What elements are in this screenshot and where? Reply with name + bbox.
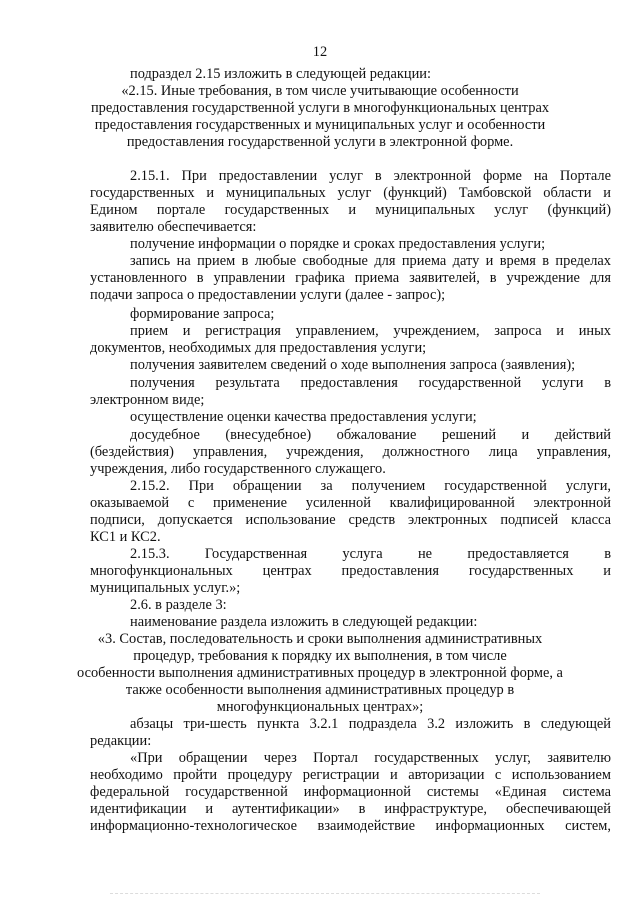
text-line: федеральной государственной информационной системы «Единая система xyxy=(90,784,611,800)
text-line: КС1 и КС2. xyxy=(90,529,161,545)
text-line: идентификации и аутентификации» в инфраструктуре, обеспечивающей xyxy=(90,801,611,817)
text-line: необходимо пройти процедуру регистрации и авторизации с использованием xyxy=(90,767,611,783)
text-line: подачи запроса о предоставлении услуги (далее - запрос); xyxy=(90,287,446,303)
text-line: муниципальных услуг.»; xyxy=(90,580,241,596)
text-line: предоставления государственной услуги в электронной форме. xyxy=(126,134,514,150)
scan-artifact xyxy=(110,893,540,897)
text-line: Едином портале государственных и муниципальных услуг (функций) xyxy=(90,202,611,218)
text-line: 2.15.3. Государственная услуга не предоставляется в xyxy=(130,546,611,562)
text-line: процедур, требования к порядку их выполнения, в том числе xyxy=(133,648,507,664)
text-line: предоставления государственной услуги в многофункциональных центрах xyxy=(90,100,550,116)
text-line: документов, необходимых для предоставления услуги; xyxy=(90,340,427,356)
text-line: многофункциональных центрах»; xyxy=(216,699,424,715)
text-line: получение информации о порядке и сроках предоставления услуги; xyxy=(130,236,546,252)
text-line: досудебное (внесудебное) обжалование решений и действий xyxy=(130,427,611,443)
text-line: осуществление оценки качества предоставления услуги; xyxy=(130,409,477,425)
text-line: оказываемой с применение усиленной квалифицированной электронной xyxy=(90,495,611,511)
text-line: учреждения, либо государственного служащего. xyxy=(90,461,386,477)
text-line: многофункциональных центрах предоставления государственных и xyxy=(90,563,611,579)
text-line: государственных и муниципальных услуг (функций) Тамбовской области и xyxy=(90,185,611,201)
text-line: наименование раздела изложить в следующей редакции: xyxy=(130,614,478,630)
text-line: получения заявителем сведений о ходе выполнения запроса (заявления); xyxy=(130,357,576,373)
text-line: запись на прием в любые свободные для приема дату и время в пределах xyxy=(130,253,611,269)
text-line: 2.6. в разделе 3: xyxy=(130,597,227,613)
text-line: 2.15.1. При предоставлении услуг в электронной форме на Портале xyxy=(130,168,611,184)
text-line: «3. Состав, последовательность и сроки выполнения административных xyxy=(97,631,543,647)
text-line: также особенности выполнения административных процедур в xyxy=(125,682,515,698)
text-line: формирование запроса; xyxy=(130,306,275,322)
text-line: получения результата предоставления государственной услуги в xyxy=(130,375,611,391)
text-line: предоставления государственных и муниципальных услуг и особенности xyxy=(94,117,546,133)
text-line: «2.15. Иные требования, в том числе учитывающие особенности xyxy=(121,83,519,99)
text-line: заявителю обеспечивается: xyxy=(90,219,257,235)
text-line: подписи, допускается использование средств электронных подписей класса xyxy=(90,512,611,528)
text-line: установленного в управлении графика приема заявителей, в учреждение для xyxy=(90,270,611,286)
text-line: особенности выполнения административных процедур в электронной форме, а xyxy=(77,665,563,681)
text-line: электронном виде; xyxy=(90,392,205,408)
text-line: абзацы три-шесть пункта 3.2.1 подраздела 3.2 изложить в следующей xyxy=(130,716,611,732)
text-line: (бездействия) управления, учреждения, должностного лица управления, xyxy=(90,444,611,460)
text-line: прием и регистрация управлением, учреждением, запроса и иных xyxy=(130,323,611,339)
text-line: «При обращении через Портал государственных услуг, заявителю xyxy=(130,750,611,766)
text-line: редакции: xyxy=(90,733,152,749)
text-line: 2.15.2. При обращении за получением государственной услуги, xyxy=(130,478,611,494)
page-number: 12 xyxy=(312,44,328,60)
text-line: подраздел 2.15 изложить в следующей редакции: xyxy=(130,66,431,82)
text-line: информационно-технологическое взаимодействие информационных систем, xyxy=(90,818,611,834)
